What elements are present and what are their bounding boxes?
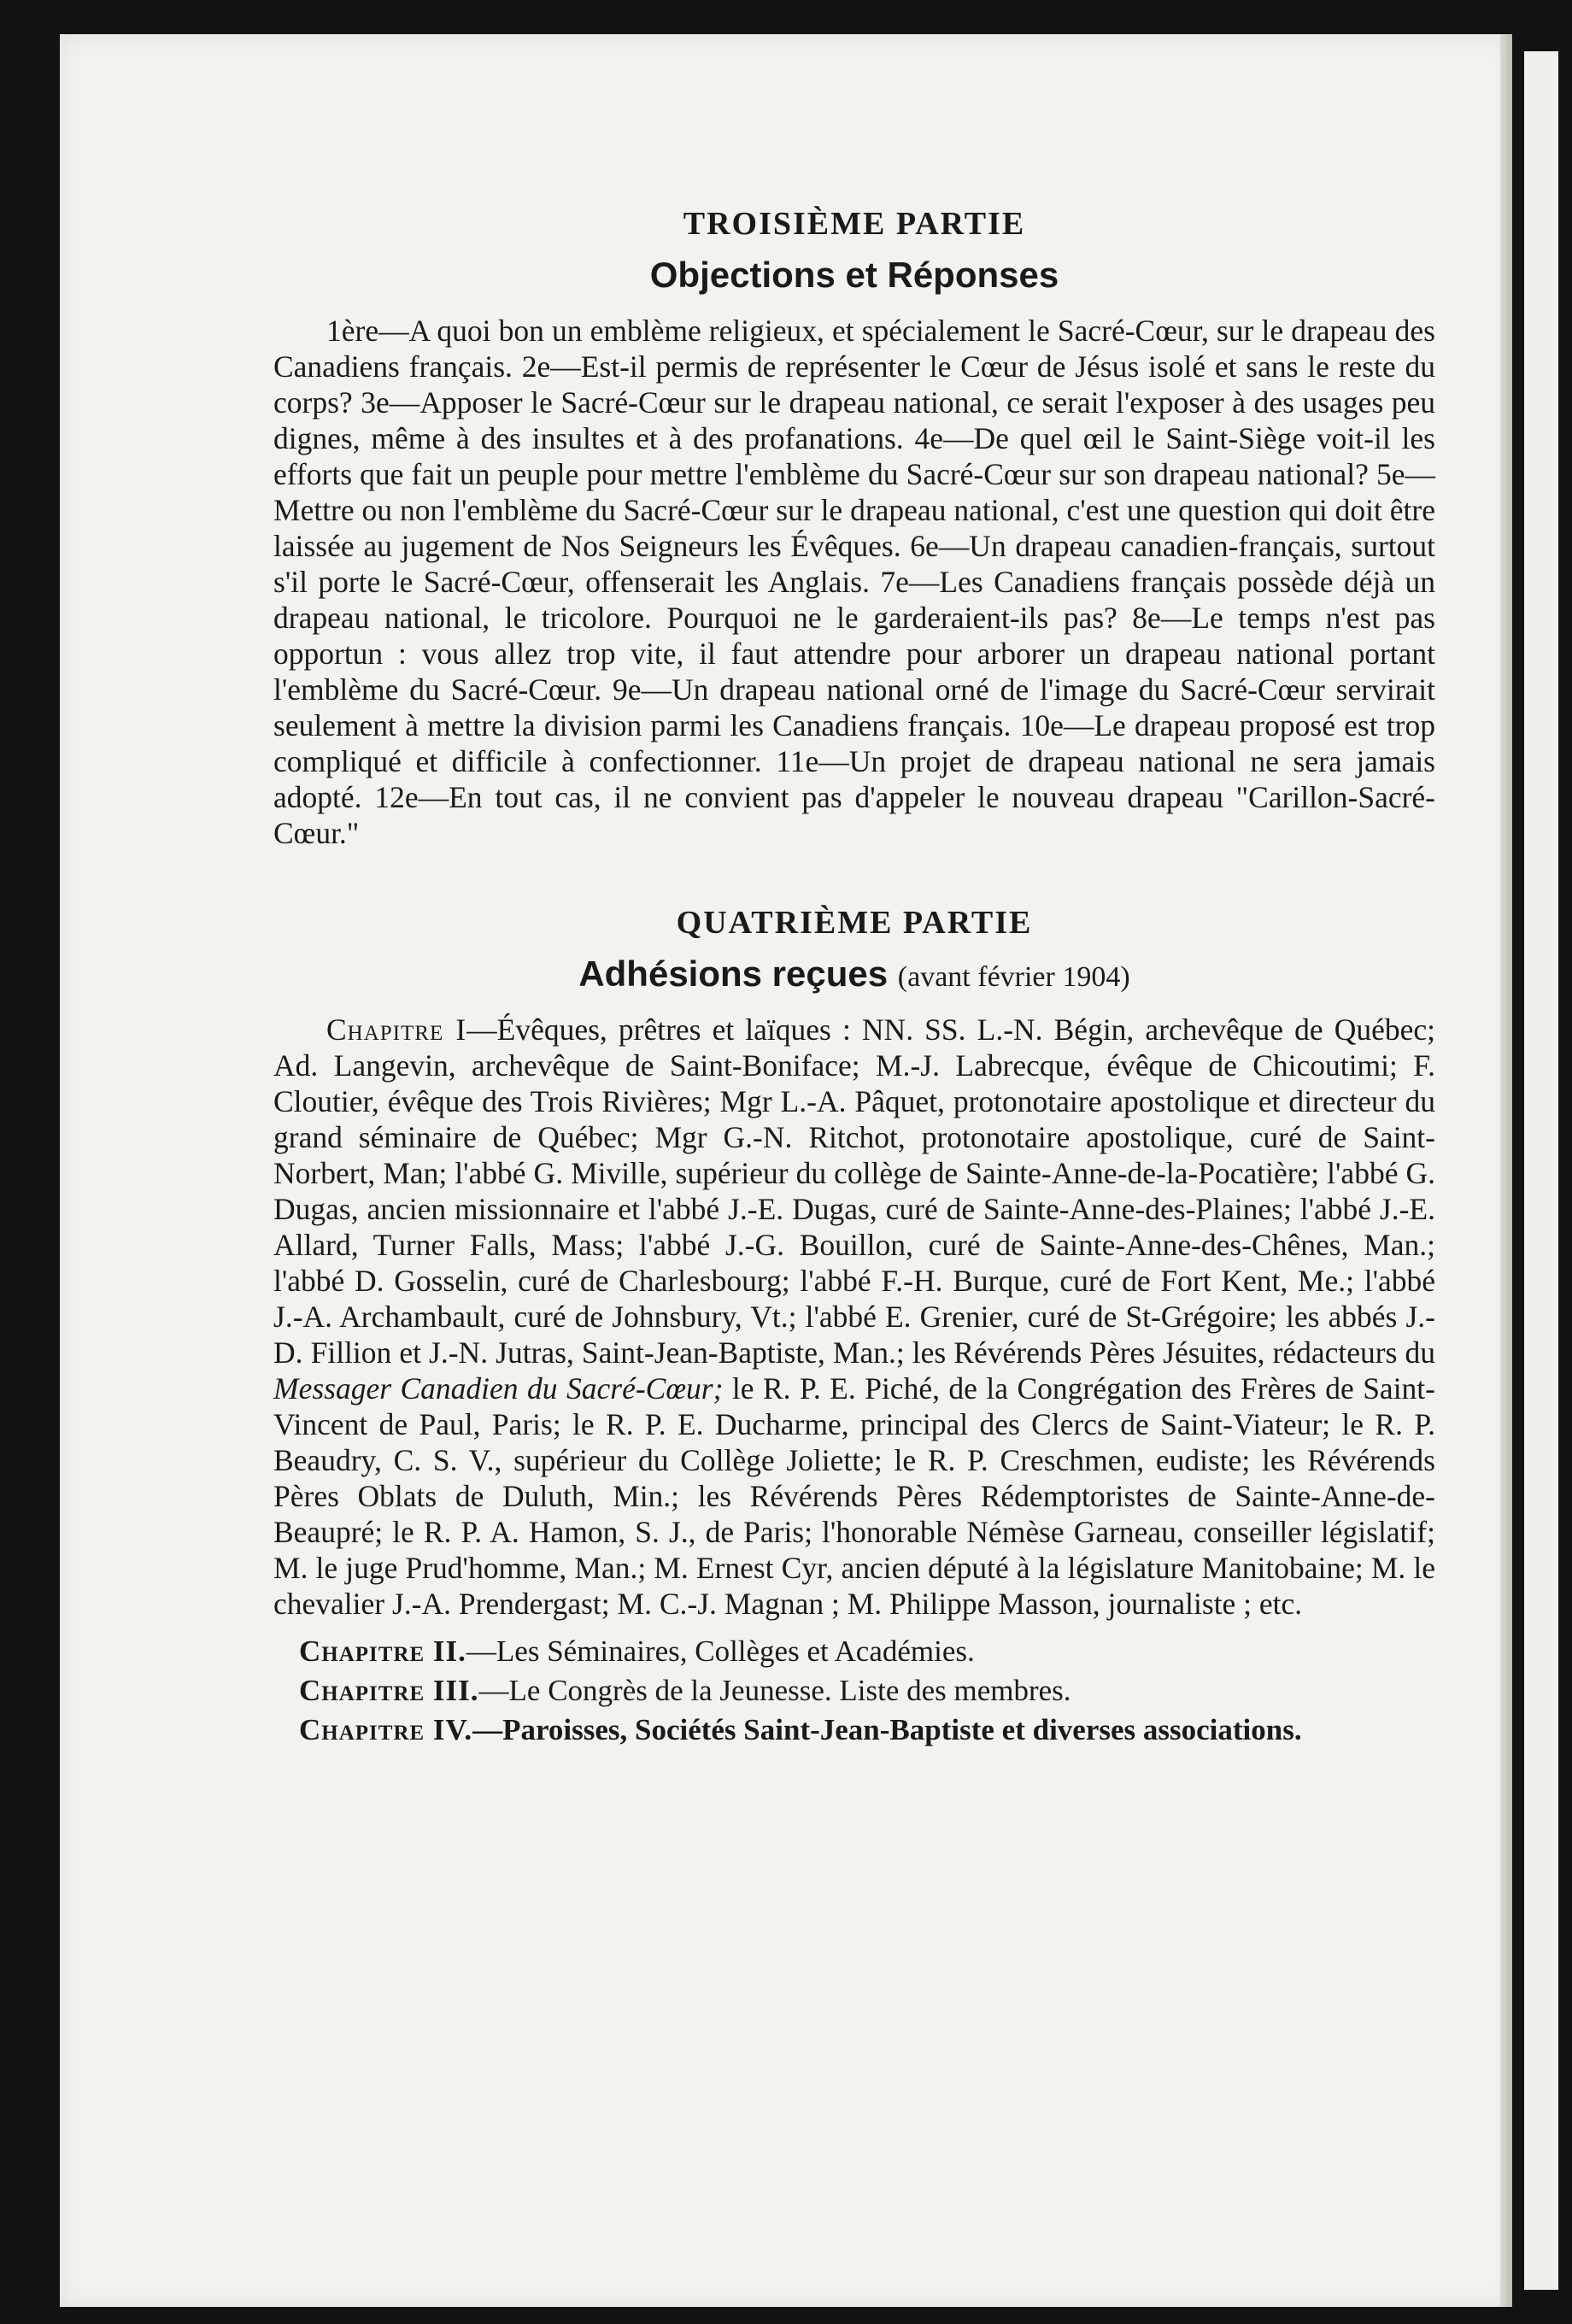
adhesions-subtitle: (avant février 1904) [897, 961, 1130, 993]
adhesions-title [273, 954, 1435, 995]
chapter-four-line [273, 1711, 1435, 1750]
chapter-three-label: Chapitre III. [299, 1674, 479, 1707]
chapter-three-text: —Le Congrès de la Jeunesse. Liste des membres. [478, 1674, 1071, 1707]
chapter-one-paragraph [273, 1012, 1435, 1622]
chapter-three-line [273, 1671, 1435, 1711]
chapter-one-label: Chapitre I [326, 1012, 467, 1047]
book-page [60, 34, 1512, 2307]
next-page-edge [1524, 51, 1558, 2290]
chapter-two-line [273, 1632, 1435, 1671]
objections-title-text: Objections et Réponses [649, 255, 1059, 295]
section-spacer [273, 851, 1435, 904]
part-three-heading: TROISIÈME PARTIE [683, 206, 1026, 242]
objections-title [273, 255, 1435, 296]
chapter-one-italic: Messager Canadien du Sacré-Cœur; [273, 1371, 724, 1406]
chapter-spacer [273, 1622, 1435, 1632]
page-content [273, 205, 1435, 1750]
chapter-two-text: —Les Séminaires, Collèges et Académies. [466, 1634, 975, 1668]
chapter-one-text-continued: le R. P. E. Piché, de la Congrégation des Frères de Saint-Vincent de Paul, Paris; le R. P. E. Ducharme, principal des Clercs de Saint-Viateur; le R. P. Beaudry, C. S. V., supérieur du Collège Joliette; le R. P. Creschmen, eudiste; les Révérends Pères Oblats de Duluth, Min.; les Révérends Pères Rédemptoristes de Sainte-Anne-de-Beaupré; le R. P. A. Hamon, S. J., de Paris; l'honorable Némèse Garneau, conseiller législatif; M. le juge Prud'homme, Man.; M. Ernest Cyr, ancien député à la législature Manitobaine; M. le chevalier J.-A. Prendergast; M. C.-J. Magnan ; M. Philippe Masson, journaliste ; etc. [273, 1371, 1435, 1621]
page-gutter [1500, 34, 1512, 2307]
chapter-four-text: —Paroisses, Sociétés Saint-Jean-Baptiste et diverses associations. [472, 1713, 1302, 1746]
adhesions-title-text: Adhésions reçues [578, 954, 889, 994]
chapter-four-label: Chapitre IV. [299, 1713, 473, 1746]
part-four-heading: QUATRIÈME PARTIE [676, 905, 1033, 941]
chapter-one-text: —Évêques, prêtres et laïques : NN. SS. L.-N. Bégin, archevêque de Québec; Ad. Langevin, archevêque de Saint-Boniface; M.-J. Labrecque, évêque de Chicoutimi; F. Cloutier, évêque des Trois Rivières; Mgr L.-A. Pâquet, protonotaire apostolique et directeur du grand séminaire de Québec; Mgr G.-N. Ritchot, protonotaire apostolique, curé de Saint-Norbert, Man; l'abbé G. Miville, supérieur du collège de Sainte-Anne-de-la-Pocatière; l'abbé G. Dugas, ancien missionnaire et l'abbé J.-E. Dugas, curé de Sainte-Anne-des-Plaines; l'abbé J.-E. Allard, Turner Falls, Mass; l'abbé J.-G. Bouillon, curé de Sainte-Anne-des-Chênes, Man.; l'abbé D. Gosselin, curé de Charlesbourg; l'abbé F.-H. Burque, curé de Fort Kent, Me.; l'abbé J.-A. Archambault, curé de Johnsbury, Vt.; l'abbé E. Grenier, curé de St-Grégoire; les abbés J.-D. Fillion et J.-N. Jutras, Saint-Jean-Baptiste, Man.; les Révérends Pères Jésuites, rédacteurs du [273, 1012, 1435, 1370]
chapter-two-label: Chapitre II. [299, 1634, 466, 1668]
objections-paragraph: 1ère—A quoi bon un emblème religieux, et spécialement le Sacré-Cœur, sur le drapeau des Canadiens français. 2e—Est-il permis de représenter le Cœur de Jésus isolé et sans le reste du corps? 3e—Apposer le Sacré-Cœur sur le drapeau national, ce serait l'exposer à des usages peu dignes, même à des insultes et à des profanations. 4e—De quel œil le Saint-Siège voit-il les efforts que fait un peuple pour mettre l'emblème du Sacré-Cœur sur son drapeau national? 5e—Mettre ou non l'emblème du Sacré-Cœur sur le drapeau national, c'est une question qui doit être laissée au jugement de Nos Seigneurs les Évêques. 6e—Un drapeau canadien-français, surtout s'il porte le Sacré-Cœur, offenserait les Anglais. 7e—Les Canadiens français possède déjà un drapeau national, le tricolore. Pourquoi ne le garderaient-ils pas? 8e—Le temps n'est pas opportun : vous allez trop vite, il faut attendre pour arborer un drapeau national portant l'emblème du Sacré-Cœur. 9e—Un drapeau national orné de l'image du Sacré-Cœur servirait seulement à mettre la division parmi les Canadiens français. 10e—Le drapeau proposé est trop compliqué et difficile à confectionner. 11e—Un projet de drapeau national ne sera jamais adopté. 12e—En tout cas, il ne convient pas d'appeler le nouveau drapeau "Carillon-Sacré-Cœur." [273, 314, 1435, 850]
